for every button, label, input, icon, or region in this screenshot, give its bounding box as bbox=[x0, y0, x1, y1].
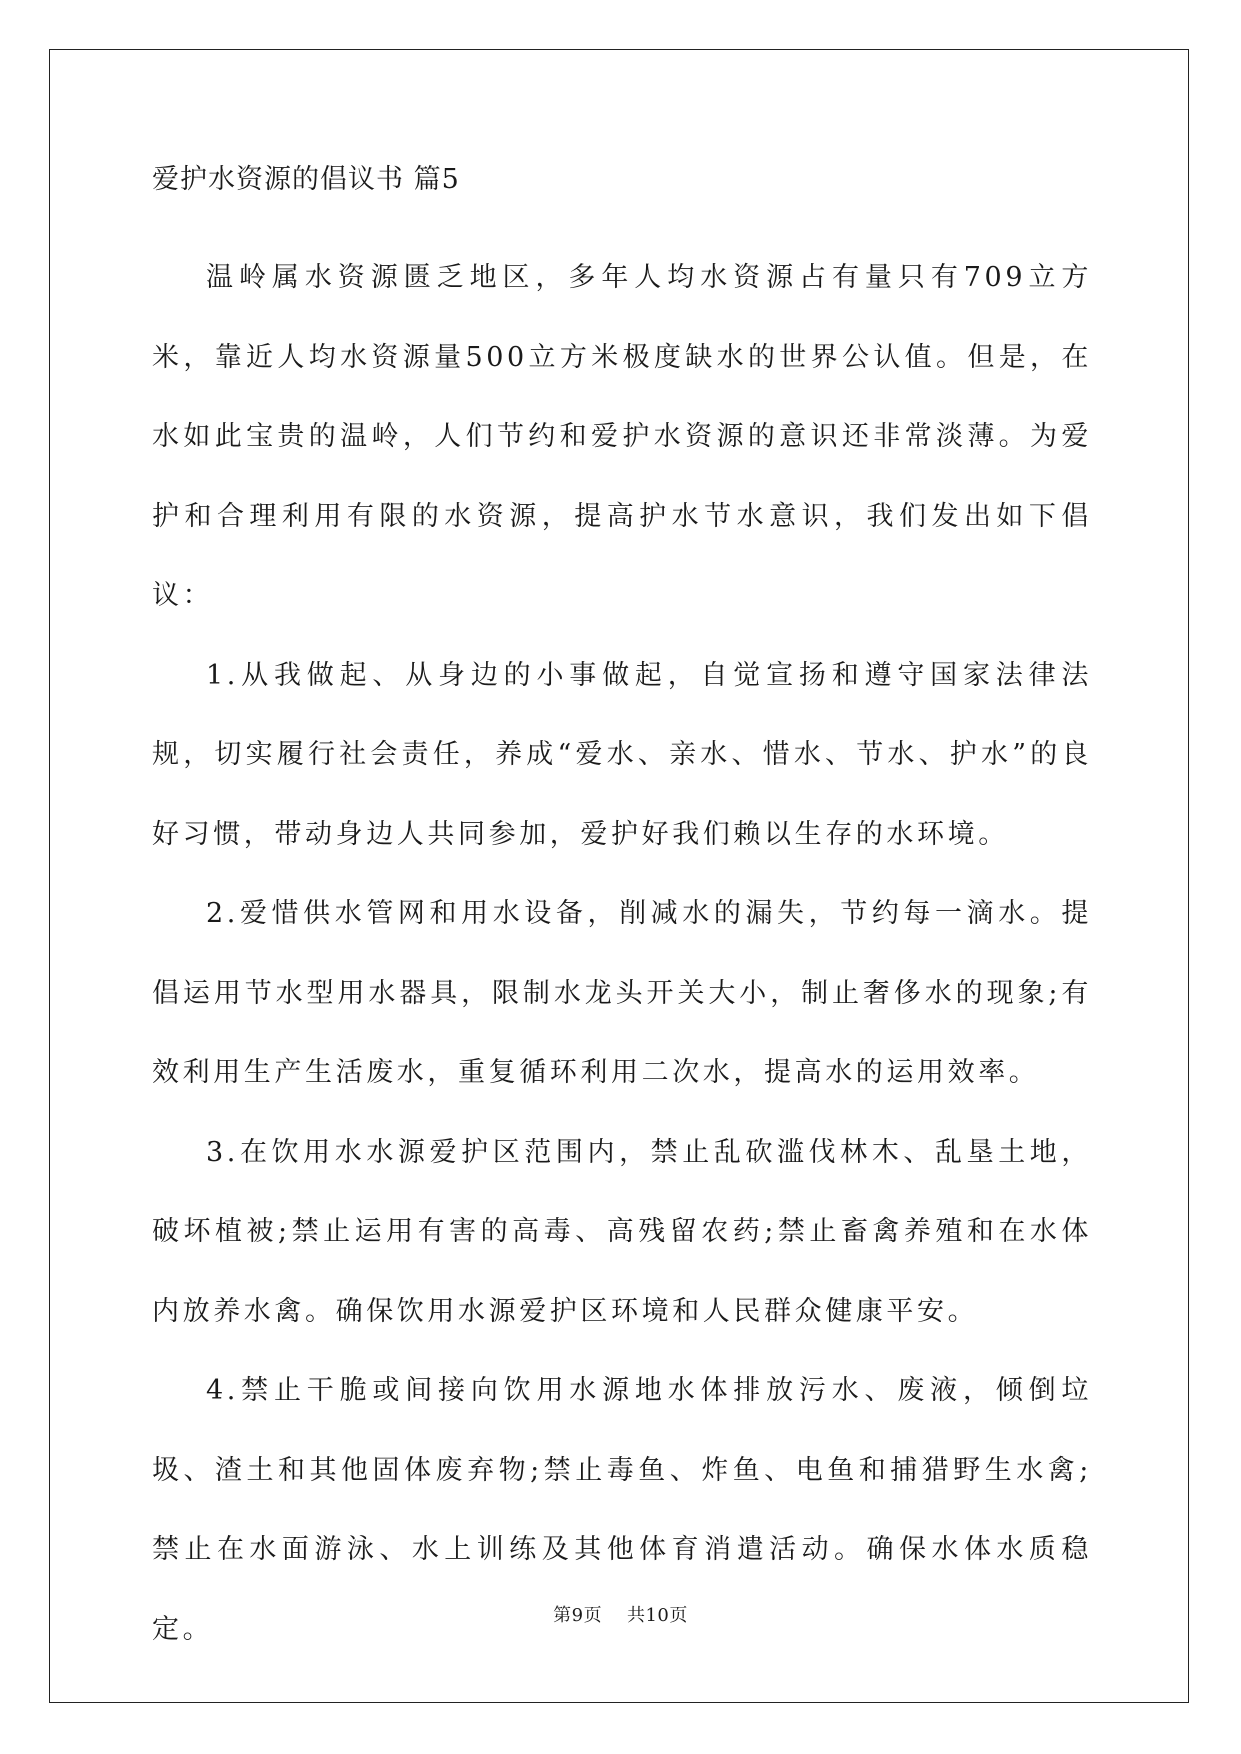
page-total: 共10页 bbox=[626, 1605, 688, 1626]
page-footer bbox=[0, 1604, 1241, 1628]
document-body bbox=[152, 160, 1092, 1669]
page-number: 第9页 bbox=[553, 1605, 603, 1626]
paragraph-item-1: 1.从我做起、从身边的小事做起，自觉宣扬和遵守国家法律法规，切实履行社会责任，养成“爱水、亲水、惜水、节水、护水”的良好习惯，带动身边人共同参加，爱护好我们赖以生存的水环境。 bbox=[152, 659, 1092, 850]
paragraph-intro: 温岭属水资源匮乏地区，多年人均水资源占有量只有709立方米，靠近人均水资源量500立方米极度缺水的世界公认值。但是，在水如此宝贵的温岭，人们节约和爱护水资源的意识还非常淡薄。为爱护和合理利用有限的水资源，提高护水节水意识，我们发出如下倡议： bbox=[152, 262, 1092, 611]
document-title: 爱护水资源的倡议书 篇5 bbox=[152, 164, 460, 195]
paragraph-item-3: 3.在饮用水水源爱护区范围内，禁止乱砍滥伐林木、乱垦土地，破坏植被;禁止运用有害的高毒、高残留农药;禁止畜禽养殖和在水体内放养水禽。确保饮用水源爱护区环境和人民群众健康平安。 bbox=[152, 1136, 1092, 1327]
paragraph-item-2: 2.爱惜供水管网和用水设备，削减水的漏失，节约每一滴水。提倡运用节水型用水器具，限制水龙头开关大小，制止奢侈水的现象;有效利用生产生活废水，重复循环利用二次水，提高水的运用效率。 bbox=[152, 898, 1092, 1088]
paragraph-item-4: 4.禁止干脆或间接向饮用水源地水体排放污水、废液，倾倒垃圾、渣土和其他固体废弃物;禁止毒鱼、炸鱼、电鱼和捕猎野生水禽;禁止在水面游泳、水上训练及其他体育消遣活动。确保水体水质稳定。 bbox=[152, 1375, 1092, 1645]
